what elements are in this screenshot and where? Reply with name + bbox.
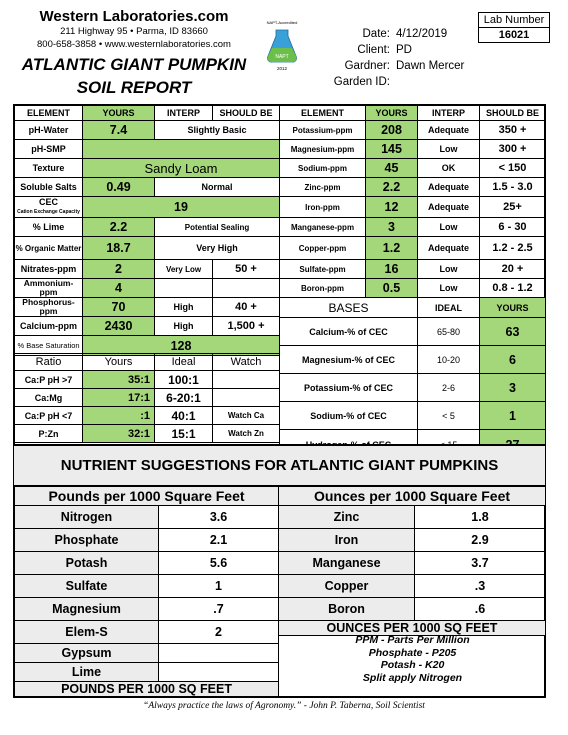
- row-yours: 2.2: [83, 218, 155, 237]
- ounces-value: .6: [415, 598, 546, 621]
- row-label: Copper-ppm: [280, 237, 366, 260]
- row-interp: Very Low: [155, 260, 213, 279]
- row-should-be: 50 +: [213, 260, 280, 279]
- row-interp: Adequate: [418, 178, 480, 197]
- row-interp: High: [155, 298, 213, 317]
- yours-header: YOURS: [480, 298, 546, 318]
- note-line: Potash - K20: [380, 659, 445, 671]
- row-yours: [83, 140, 280, 159]
- row-label: pH-Water: [15, 121, 83, 140]
- ratio-header: Ideal: [155, 354, 213, 371]
- pounds-item: Nitrogen: [15, 506, 159, 529]
- note-line: PPM - Parts Per Million: [355, 634, 470, 646]
- row-interp: Normal: [155, 178, 280, 197]
- row-interp: Adequate: [418, 197, 480, 218]
- row-should-be: 1.5 - 3.0: [480, 178, 546, 197]
- client-value: PD: [396, 44, 412, 56]
- pounds-header: Pounds per 1000 Square Feet: [15, 487, 279, 506]
- row-label: Texture: [15, 159, 83, 178]
- row-label: pH-SMP: [15, 140, 83, 159]
- report-title-line-1: ATLANTIC GIANT PUMPKIN: [21, 55, 247, 74]
- cec-sublabel: Cation Exchange Capacity: [17, 209, 80, 216]
- pounds-item: Magnesium: [15, 598, 159, 621]
- row-interp: Low: [418, 279, 480, 298]
- row-interp: High: [155, 317, 213, 336]
- date-label: Date:: [362, 28, 390, 40]
- header-element: ELEMENT: [280, 106, 366, 121]
- pounds-value: 3.6: [159, 506, 279, 529]
- ratio-header: Watch: [213, 354, 280, 371]
- row-label: % Organic Matter: [15, 237, 83, 260]
- row-label: Zinc-ppm: [280, 178, 366, 197]
- row-yours: 12: [366, 197, 418, 218]
- gardner-value: Dawn Mercer: [396, 60, 465, 72]
- row-yours: 128: [83, 336, 280, 356]
- pounds-item: Phosphate: [15, 529, 159, 552]
- base-label: Sodium-% of CEC: [280, 402, 418, 430]
- row-yours: 0.5: [366, 279, 418, 298]
- row-should-be: 1,500 +: [213, 317, 280, 336]
- row-yours: Sandy Loam: [83, 159, 280, 178]
- header-yours: YOURS: [366, 106, 418, 121]
- row-interp: OK: [418, 159, 480, 178]
- row-label: Sodium-ppm: [280, 159, 366, 178]
- ratio-yours: :1: [83, 407, 155, 425]
- ratio-yours: 35:1: [83, 371, 155, 389]
- gardner-label: Gardner:: [344, 60, 390, 72]
- logo-mid-text: NAPT: [275, 54, 289, 60]
- header-yours: YOURS: [83, 106, 155, 121]
- row-interp: Adequate: [418, 121, 480, 140]
- ratio-watch: [213, 371, 280, 389]
- base-yours: 1: [480, 402, 546, 430]
- garden-id-label: Garden ID:: [333, 76, 390, 88]
- pounds-value: [159, 644, 279, 663]
- row-label: % Base Saturation: [15, 336, 83, 356]
- row-yours: 145: [366, 140, 418, 159]
- row-yours: 19: [83, 197, 280, 218]
- row-should-be: 350 +: [480, 121, 546, 140]
- row-interp: Adequate: [418, 237, 480, 260]
- lab-number-value: 16021: [498, 29, 530, 41]
- right-element-table: [279, 105, 546, 298]
- ounces-footer: OUNCES PER 1000 SQ FEET: [279, 621, 546, 636]
- row-label: Sulfate-ppm: [280, 260, 366, 279]
- ratio-ideal: 40:1: [155, 407, 213, 425]
- ounces-value: 2.9: [415, 529, 546, 552]
- row-yours: 4: [83, 279, 155, 298]
- row-interp: Low: [418, 140, 480, 159]
- row-label: Calcium-ppm: [15, 317, 83, 336]
- pounds-footer: POUNDS PER 1000 SQ FEET: [15, 682, 279, 697]
- ratio-header: Yours: [83, 354, 155, 371]
- row-should-be: 0.8 - 1.2: [480, 279, 546, 298]
- ounces-header: Ounces per 1000 Square Feet: [279, 487, 546, 506]
- pounds-value: 5.6: [159, 552, 279, 575]
- ratio-yours: 17:1: [83, 389, 155, 407]
- row-interp: Low: [418, 260, 480, 279]
- ratio-yours: 32:1: [83, 425, 155, 443]
- row-label: Boron-ppm: [280, 279, 366, 298]
- row-should-be: 25+: [480, 197, 546, 218]
- row-label: Ammonium-ppm: [15, 279, 83, 298]
- row-should-be: 300 +: [480, 140, 546, 159]
- row-yours: 45: [366, 159, 418, 178]
- ounces-value: 1.8: [415, 506, 546, 529]
- cec-label: CEC: [38, 197, 58, 207]
- row-label: [15, 197, 83, 218]
- pounds-item: Gypsum: [15, 644, 159, 663]
- base-yours: 63: [480, 318, 546, 346]
- base-label: Calcium-% of CEC: [280, 318, 418, 346]
- row-should-be: 20 +: [480, 260, 546, 279]
- ounces-value: 3.7: [415, 552, 546, 575]
- ratio-label: Ca:Mg: [15, 389, 83, 407]
- row-label: Phosphorus-ppm: [15, 298, 83, 317]
- report-meta: [310, 26, 464, 90]
- row-should-be: 40 +: [213, 298, 280, 317]
- ratio-label: Ca:P pH <7: [15, 407, 83, 425]
- row-yours: 3: [366, 218, 418, 237]
- abbreviation-notes: [280, 634, 545, 684]
- lab-number-box: [478, 12, 550, 43]
- header-interp: INTERP: [418, 106, 480, 121]
- row-interp: Low: [418, 218, 480, 237]
- row-yours: 1.2: [366, 237, 418, 260]
- base-ideal: 65-80: [418, 318, 480, 346]
- pounds-value: [159, 663, 279, 682]
- lab-contact: 800-658-3858 • www.westernlaboratories.com: [37, 39, 231, 50]
- pounds-table: [14, 486, 279, 697]
- base-ideal: 2-6: [418, 374, 480, 402]
- row-yours: 2.2: [366, 178, 418, 197]
- ounces-item: Zinc: [279, 506, 415, 529]
- ounces-item: Iron: [279, 529, 415, 552]
- suggestions-title: NUTRIENT SUGGESTIONS FOR ATLANTIC GIANT PUMPKINS: [14, 444, 545, 486]
- date-value: 4/12/2019: [396, 28, 448, 40]
- row-label: Iron-ppm: [280, 197, 366, 218]
- row-label: % Lime: [15, 218, 83, 237]
- left-element-table: [14, 105, 280, 356]
- header-element: ELEMENT: [15, 106, 83, 121]
- ratio-watch: Watch Ca: [213, 407, 280, 425]
- pounds-item: Potash: [15, 552, 159, 575]
- row-should-be: 6 - 30: [480, 218, 546, 237]
- ounces-item: Copper: [279, 575, 415, 598]
- base-ideal: < 5: [418, 402, 480, 430]
- ounces-item: Manganese: [279, 552, 415, 575]
- ratio-label: Ca:P pH >7: [15, 371, 83, 389]
- ounces-value: .3: [415, 575, 546, 598]
- lab-name: Western Laboratories.com: [39, 8, 229, 25]
- row-interp: Very High: [155, 237, 280, 260]
- pounds-value: 1: [159, 575, 279, 598]
- lab-number-label: Lab Number: [479, 13, 549, 28]
- row-yours: 2: [83, 260, 155, 279]
- ratio-ideal: 6-20:1: [155, 389, 213, 407]
- row-label: Potassium-ppm: [280, 121, 366, 140]
- ratio-ideal: 15:1: [155, 425, 213, 443]
- pounds-value: 2.1: [159, 529, 279, 552]
- ratio-ideal: 100:1: [155, 371, 213, 389]
- base-label: Potassium-% of CEC: [280, 374, 418, 402]
- row-interp: Slightly Basic: [155, 121, 280, 140]
- pounds-value: 2: [159, 621, 279, 644]
- agronomy-quote: “Always practice the laws of Agronomy.” - John P. Taberna, Soil Scientist: [143, 701, 425, 711]
- row-label: Soluble Salts: [15, 178, 83, 197]
- row-label: Magnesium-ppm: [280, 140, 366, 159]
- row-yours: 0.49: [83, 178, 155, 197]
- note-line: Phosphate - P205: [368, 646, 457, 659]
- ratio-table: [14, 353, 280, 443]
- pounds-item: Elem-S: [15, 621, 159, 644]
- pounds-value: .7: [159, 598, 279, 621]
- napt-logo-icon: [262, 18, 302, 74]
- pounds-item: Sulfate: [15, 575, 159, 598]
- logo-top-text: NAPT-Accredited: [266, 20, 298, 25]
- ounces-table: [278, 486, 546, 636]
- ratio-label: P:Zn: [15, 425, 83, 443]
- base-label: Magnesium-% of CEC: [280, 346, 418, 374]
- base-yours: 3: [480, 374, 546, 402]
- row-label: Manganese-ppm: [280, 218, 366, 237]
- ratio-header: Ratio: [15, 354, 83, 371]
- base-ideal: 10-20: [418, 346, 480, 374]
- row-should-be: [213, 279, 280, 298]
- lab-address: 211 Highway 95 • Parma, ID 83660: [60, 26, 208, 37]
- lab-header: [0, 8, 268, 97]
- row-should-be: 1.2 - 2.5: [480, 237, 546, 260]
- row-yours: 2430: [83, 317, 155, 336]
- row-yours: 70: [83, 298, 155, 317]
- pounds-item: Lime: [15, 663, 159, 682]
- row-interp: Potential Sealing: [155, 218, 280, 237]
- report-title-line-2: SOIL REPORT: [76, 78, 192, 97]
- header-should-be: SHOULD BE: [213, 106, 280, 121]
- bases-table: [279, 297, 546, 461]
- ratio-watch: [213, 389, 280, 407]
- header-interp: INTERP: [155, 106, 213, 121]
- bases-header: BASES: [280, 298, 418, 318]
- ideal-header: IDEAL: [418, 298, 480, 318]
- row-label: Nitrates-ppm: [15, 260, 83, 279]
- client-label: Client:: [357, 44, 390, 56]
- row-yours: 18.7: [83, 237, 155, 260]
- note-line: Split apply Nitrogen: [362, 671, 463, 684]
- row-yours: 7.4: [83, 121, 155, 140]
- ratio-watch: Watch Zn: [213, 425, 280, 443]
- row-interp: [155, 279, 213, 298]
- row-should-be: < 150: [480, 159, 546, 178]
- row-yours: 208: [366, 121, 418, 140]
- ounces-item: Boron: [279, 598, 415, 621]
- header-should-be: SHOULD BE: [480, 106, 546, 121]
- base-yours: 6: [480, 346, 546, 374]
- row-yours: 16: [366, 260, 418, 279]
- logo-year-text: 2012: [276, 66, 288, 71]
